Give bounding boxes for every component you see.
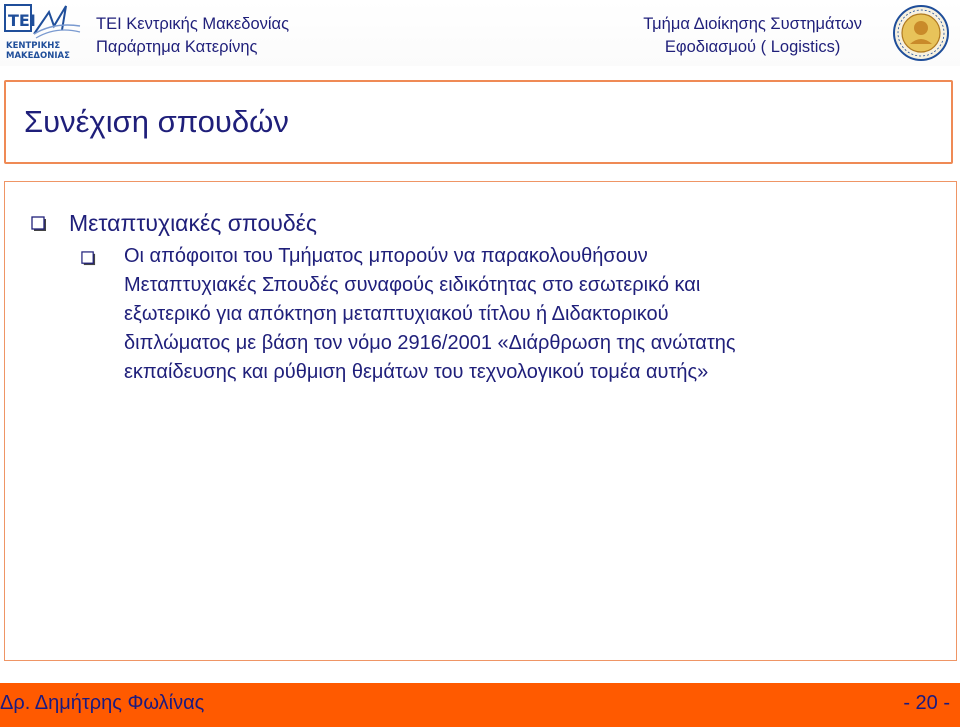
bullet-level2-text xyxy=(124,242,904,387)
department-name xyxy=(643,13,862,59)
bullet-level2-line: εκπαίδευσης και ρύθμιση θεμάτων του τεχνολογικού τομέα αυτής» xyxy=(124,361,709,383)
department-line1: Τμήμα Διοίκησης Συστημάτων xyxy=(643,15,862,33)
bullet-level2-line: Μεταπτυχιακές Σπουδές συναφούς ειδικότητας στο εσωτερικό και xyxy=(124,274,701,296)
logo-left-text2: ΜΑΚΕΔΟΝΙΑΣ xyxy=(6,51,70,60)
page-number: - 20 - xyxy=(903,692,950,714)
bullet-level2 xyxy=(81,242,904,387)
university-seal-icon xyxy=(890,4,952,62)
slide-footer xyxy=(0,683,960,727)
bullet-level1 xyxy=(31,210,317,237)
bullet-level2-line: Οι απόφοιτοι του Τμήματος μπορούν να παρακολουθήσουν xyxy=(124,245,648,267)
logo-left-mark: TEI xyxy=(8,11,36,30)
institution-line2: Παράρτημα Κατερίνης xyxy=(96,38,258,56)
title-box xyxy=(4,80,953,164)
bullet-level2-line: διπλώματος με βάση τον νόμο 2916/2001 «Διάρθρωση της ανώτατης xyxy=(124,332,736,354)
slide-header xyxy=(0,0,960,66)
slide-title: Συνέχιση σπουδών xyxy=(24,104,289,139)
tei-logo-icon xyxy=(4,4,82,60)
institution-line1: ΤΕΙ Κεντρικής Μακεδονίας xyxy=(96,15,290,33)
checkbox-bullet-icon xyxy=(81,251,96,266)
checkbox-bullet-icon xyxy=(31,216,47,232)
institution-name xyxy=(96,13,289,59)
bullet-level1-text: Μεταπτυχιακές σπουδές xyxy=(69,210,317,236)
bullet-level2-line: εξωτερικό για απόκτηση μεταπτυχιακού τίτλου ή Διδακτορικού xyxy=(124,303,669,325)
content-box xyxy=(4,181,957,661)
author-name: Δρ. Δημήτρης Φωλίνας xyxy=(0,692,205,714)
logo-left-text1: ΚΕΝΤΡΙΚΗΣ xyxy=(6,41,61,51)
department-line2: Εφοδιασμού ( Logistics) xyxy=(664,38,841,56)
